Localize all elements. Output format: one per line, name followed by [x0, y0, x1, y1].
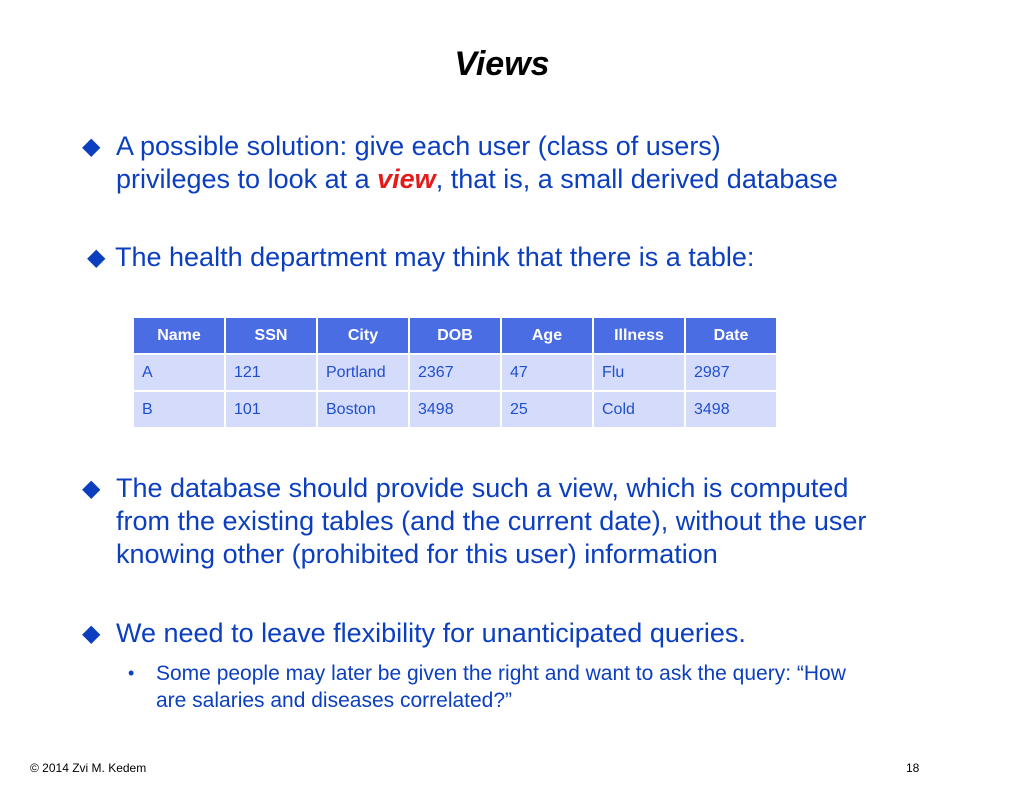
emphasis-view: view [377, 164, 436, 194]
column-header: Age [501, 317, 593, 354]
diamond-bullet-icon: ◆ [82, 475, 101, 502]
diamond-bullet-icon: ◆ [87, 244, 106, 271]
diamond-bullet-icon: ◆ [82, 620, 101, 647]
table-cell: 47 [501, 354, 593, 391]
footer-page-number: 18 [906, 761, 920, 775]
column-header: Illness [593, 317, 685, 354]
column-header: DOB [409, 317, 501, 354]
column-header: City [317, 317, 409, 354]
table-cell: Flu [593, 354, 685, 391]
dot-bullet-icon: • [128, 663, 135, 683]
diamond-bullet-icon: ◆ [82, 133, 101, 160]
slide-title: Views [454, 45, 550, 83]
table-cell: 3498 [409, 391, 501, 428]
table-header-row [133, 317, 777, 354]
bullet-text-part: , that is, a small derived database [435, 164, 838, 194]
column-header: Name [133, 317, 225, 354]
table-cell: A [133, 354, 225, 391]
table-cell: 2367 [409, 354, 501, 391]
table-row [133, 391, 777, 428]
health-table [132, 316, 778, 429]
table-cell: 3498 [685, 391, 777, 428]
table-cell: B [133, 391, 225, 428]
column-header: SSN [225, 317, 317, 354]
bullet-text: The health department may think that there is a table: [115, 242, 755, 272]
table-cell: Boston [317, 391, 409, 428]
bullet-flexibility [82, 617, 942, 650]
bullet-health-department [87, 241, 987, 274]
bullet-text: We need to leave flexibility for unanticipated queries. [116, 618, 746, 648]
footer-copyright: © 2014 Zvi M. Kedem [30, 761, 147, 775]
table-cell: 101 [225, 391, 317, 428]
column-header: Date [685, 317, 777, 354]
subbullet-text: Some people may later be given the right and want to ask the query: “How are salaries and diseases correlated?” [156, 662, 846, 712]
table-cell: 25 [501, 391, 593, 428]
subbullet-salaries-query [128, 660, 868, 714]
table-cell: Cold [593, 391, 685, 428]
bullet-possible-solution [82, 130, 842, 196]
table-cell: Portland [317, 354, 409, 391]
bullet-text [82, 130, 842, 196]
table-cell: 2987 [685, 354, 777, 391]
bullet-text: The database should provide such a view, which is computed from the existing tables (and the current date), without the user knowing other (prohibited for this user) information [116, 473, 867, 569]
bullet-text-part: A possible solution: give each user (class of users) privileges to look at a [116, 131, 721, 194]
bullet-database-view [82, 472, 902, 571]
table-cell: 121 [225, 354, 317, 391]
table-row [133, 354, 777, 391]
